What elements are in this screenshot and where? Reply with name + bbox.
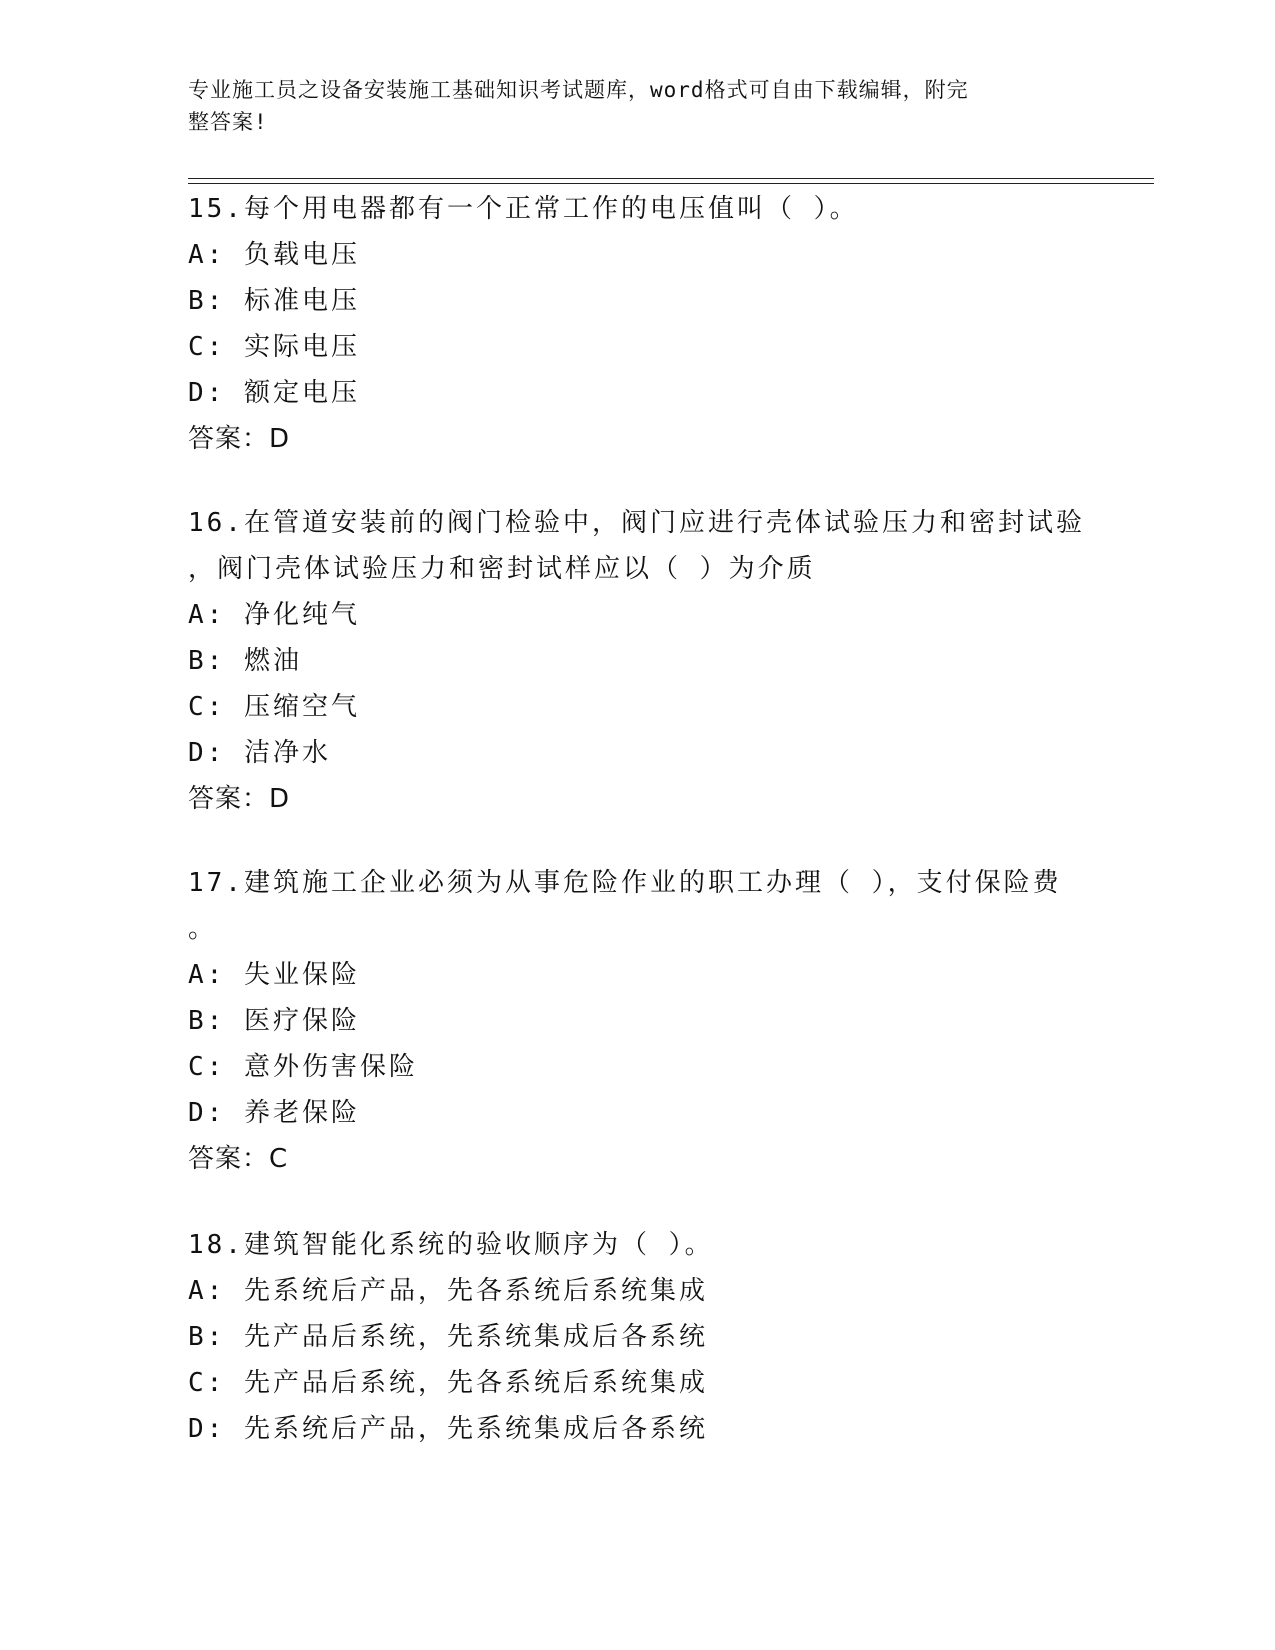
header-divider-2	[188, 183, 1154, 184]
option-a: A: 负载电压	[188, 240, 360, 270]
answer: 答案：D	[188, 784, 291, 814]
question-16	[188, 500, 1088, 822]
header-line-1: 专业施工员之设备安装施工基础知识考试题库，word格式可自由下载编辑，附完	[188, 78, 969, 102]
answer: 答案：C	[188, 1144, 289, 1174]
question-stem-cont: ，阀门壳体试验压力和密封试样应以（ ）为介质	[188, 554, 816, 584]
document-header	[188, 74, 1068, 138]
question-stem: 15.每个用电器都有一个正常工作的电压值叫（ ）。	[188, 194, 859, 224]
question-stem: 17.建筑施工企业必须为从事危险作业的职工办理（ ），支付保险费	[188, 868, 1062, 898]
option-d: D: 先系统后产品，先系统集成后各系统	[188, 1414, 708, 1444]
option-a: A: 失业保险	[188, 960, 360, 990]
option-d: D: 养老保险	[188, 1098, 360, 1128]
option-c: C: 意外伤害保险	[188, 1052, 418, 1082]
option-b: B: 标准电压	[188, 286, 360, 316]
question-17	[188, 860, 1088, 1182]
option-b: B: 先产品后系统，先系统集成后各系统	[188, 1322, 708, 1352]
option-a: A: 先系统后产品，先各系统后系统集成	[188, 1276, 708, 1306]
option-b: B: 医疗保险	[188, 1006, 360, 1036]
question-stem: 18.建筑智能化系统的验收顺序为（ ）。	[188, 1230, 714, 1260]
option-d: D: 额定电压	[188, 378, 360, 408]
option-a: A: 净化纯气	[188, 600, 360, 630]
option-b: B: 燃油	[188, 646, 302, 676]
option-d: D: 洁净水	[188, 738, 331, 768]
option-c: C: 先产品后系统，先各系统后系统集成	[188, 1368, 708, 1398]
question-stem-cont: 。	[188, 914, 218, 944]
answer: 答案：D	[188, 424, 291, 454]
header-divider	[188, 178, 1154, 179]
header-line-2: 整答案!	[188, 110, 268, 134]
option-c: C: 压缩空气	[188, 692, 360, 722]
question-15	[188, 186, 1088, 462]
question-stem: 16.在管道安装前的阀门检验中，阀门应进行壳体试验压力和密封试验	[188, 508, 1085, 538]
option-c: C: 实际电压	[188, 332, 360, 362]
question-18	[188, 1222, 1088, 1452]
